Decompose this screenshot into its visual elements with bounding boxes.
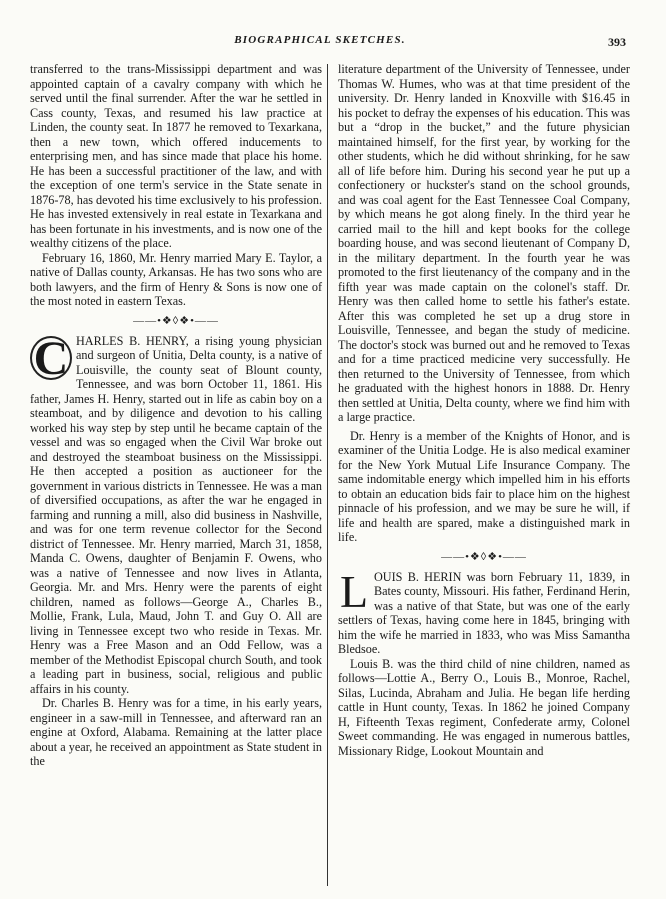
running-title: BIOGRAPHICAL SKETCHES. — [234, 34, 406, 46]
drop-cap: L — [339, 565, 369, 617]
section-ornament: ——•❖◊❖•—— — [133, 314, 219, 327]
left-column — [30, 62, 322, 769]
drop-cap: C — [30, 336, 72, 380]
paragraph-marriage: February 16, 1860, Mr. Henry married Mary E. Taylor, a native of Dallas county, Arkansas. He has two sons who are both lawyers, and the firm of Henry & Sons is now one of the most noted in eastern Texas. — [30, 250, 322, 308]
paragraph-knights-of-honor: Dr. Henry is a member of the Knights of Honor, and is examiner of the Unitia Lodge. He is also medical examiner for the New York Mutual Life Insurance Company. The same indomitable energy which impelled him in his efforts to obtain an education bids fair to place him on the highest pinnacle of his profession, and we may be sure he will, if life and health are spared, make a distinguished mark in life. — [338, 428, 630, 544]
paragraph-continued: transferred to the trans-Mississippi department and was appointed captain of a cavalry company with which he served until the final surrender. After the war he settled in Cass county, Texas, and resumed his law practice at Linden, the county seat. In 1877 he removed to Texarkana, then a new town, which offered inducements to enterprising men, and has since made that place his home. He has been a successful practitioner of the law, and with the exception of one term's service in the State senate in 1876-78, has devoted his time exclusively to his profession. He has invested extensively in real estate in Texarkana and has been fortunate in his investments, and is now one of the wealthy citizens of the place. — [30, 62, 322, 250]
right-column — [338, 62, 630, 758]
column-divider — [327, 64, 328, 886]
paragraph-children: Louis B. was the third child of nine children, named as follows—Lottie A., Berry O., Louis B., Monroe, Rachel, Silas, Lucinda, Abraham and Julia. He began life herding cattle in Hunt county, Texas. In 1862 he joined Company H, Fifteenth Texas regiment, Confederate army, Colonel Sweet commanding. He was engaged in numerous battles, Missionary Ridge, Lookout Mountain and — [338, 656, 630, 758]
page-header — [0, 0, 666, 62]
biography-charles-henry — [30, 331, 322, 697]
section-ornament: ——•❖◊❖•—— — [441, 550, 527, 563]
paragraph-early-years: Dr. Charles B. Henry was for a time, in his early years, engineer in a saw-mill in Tennessee, and afterward ran an engine at Oxford, Alabama. Remaining at the latter place about a year, he received an appointment as State student in the — [30, 696, 322, 768]
biography-text: HARLES B. HENRY, a rising young physician and surgeon of Unitia, Delta county, is a native of Louisville, the county seat of Blount county, Tennessee, and was born October 11, 1861. His father, James H. Henry, started out in life as cabin boy on a steamboat, and by diligence and devotion to his calling worked his way step by step until he became captain of the vessel and was so engaged when the Civil War broke out and destroyed the steamboat business on the Mississippi. He then accepted a position as auctioneer for the government in various districts in Tennessee. He was a man of diversified occupations, as after the war he engaged in farming and running a mill, also did business in Nashville, and was for one term revenue collector for the Second district of Tennessee. Mr. Henry married, March 31, 1858, Manda C. Owens, daughter of Benjamin F. Owens, who was a native of Tennessee and now lives in Atlanta, Georgia. Mr. and Mrs. Henry were the parents of eight children, named as follows—George A., Charles B., Mollie, Frank, Lula, Maud, John T. and Guy O. All are living in Tennessee except two who reside in Texas. Mr. Henry was a Free Mason and an Odd Fellow, was a member of the Methodist Episcopal church South, and took a leading part in business, social, religious and public affairs in his county. — [30, 333, 322, 696]
biography-text: OUIS B. HERIN was born February 11, 1839, in Bates county, Missouri. His father, Ferdinand Herin, was a native of that State, but was one of the early settlers of Texas, having come here in 1845, bringing with him the wife he married in 1833, who was Miss Samantha Bledsoe. — [338, 569, 630, 656]
biography-louis-herin — [338, 565, 630, 657]
page-number: 393 — [608, 35, 626, 49]
paragraph-university: literature department of the University of Tennessee, under Thomas W. Humes, who was at that time president of the university. Dr. Henry landed in Knoxville with $16.45 in his pocket to defray the expenses of his education. This was but a “drop in the bucket,” and the future physician maintained himself, for the first year, by working for the other students, which he did without shrinking, for he saw all of life before him. During his second year he put up a confectionery or huckster's stand on the school grounds, and was coal agent for the East Tennessee Coal Company, by which means he got along finely. In the third year he carried mail to the hill and kept books for the college boarding house, and was second lieutenant of Company D, in the military department. In the fourth year he was promoted to the first lieutenancy of the company and in the fifth year was made captain on the colonel's staff. Dr. Henry was then called home to settle his father's estate. After this was completed he set up a drug store in Louisville, Tennessee, and began the study of medicine. The doctor's stock was burned out and he removed to Texas and for a time practiced medicine very successfully. He then returned to the University of Tennessee, from which he graduated with the highest honors in 1888. Dr. Henry then settled at Unitia, Delta county, where we find him with a large practice. — [338, 62, 630, 424]
